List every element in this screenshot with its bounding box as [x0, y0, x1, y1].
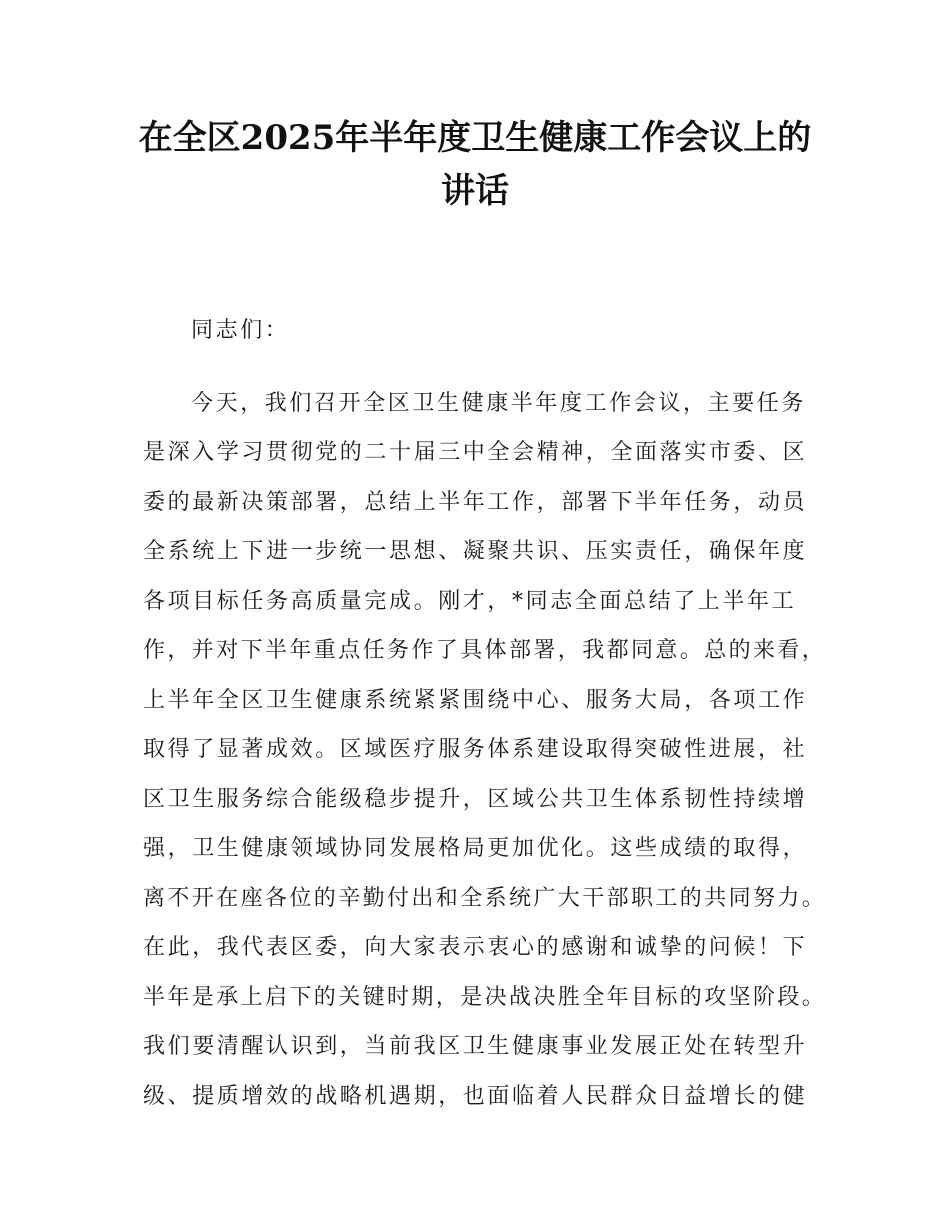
paragraph-line: 级、提质增效的战略机遇期，也面临着人民群众日益增长的健: [143, 1083, 808, 1109]
paragraph-line: 离不开在座各位的辛勤付出和全系统广大干部职工的共同努力。: [143, 885, 827, 911]
salutation: 同志们：: [191, 318, 290, 343]
paragraph-line: 全系统上下进一步统一思想、凝聚共识、压实责任，确保年度: [143, 539, 808, 564]
title-line-2: 讲话: [441, 171, 509, 211]
paragraph-line: 在此，我代表区委，向大家表示衷心的感谢和诚挚的问候！下: [143, 935, 808, 960]
paragraph-line: 各项目标任务高质量完成。刚才，*同志全面总结了上半年工: [143, 588, 797, 614]
paragraph-line: 作，并对下半年重点任务作了具体部署，我都同意。总的来看，: [143, 638, 827, 663]
paragraph-gap: [143, 356, 831, 379]
paragraph-line: 区卫生服务综合能级稳步提升，区域公共卫生体系韧性持续增: [143, 786, 808, 812]
paragraph-line: 强，卫生健康领域协同发展格局更加优化。这些成绩的取得，: [143, 836, 808, 861]
paragraph-line: 半年是承上启下的关键时期，是决战决胜全年目标的攻坚阶段。: [143, 984, 827, 1010]
document-title: [100, 112, 850, 218]
paragraph-line: 取得了显著成效。区域医疗服务体系建设取得突破性进展，社: [143, 737, 808, 762]
paragraph: [143, 379, 831, 1122]
title-line-1: 在全区2025年半年度卫生健康工作会议上的: [138, 118, 812, 158]
paragraph-line: 我们要清醒认识到，当前我区卫生健康事业发展正处在转型升: [143, 1034, 808, 1059]
document-body: [143, 306, 831, 1121]
paragraph-line: 上半年全区卫生健康系统紧紧围绕中心、服务大局，各项工作: [143, 687, 808, 713]
paragraph-line: 委的最新决策部署，总结上半年工作，部署下半年任务，动员: [143, 489, 808, 515]
paragraph-line: 是深入学习贯彻党的二十届三中全会精神，全面落实市委、区: [143, 440, 808, 465]
paragraph-line: 今天，我们召开全区卫生健康半年度工作会议，主要任务: [191, 390, 807, 416]
